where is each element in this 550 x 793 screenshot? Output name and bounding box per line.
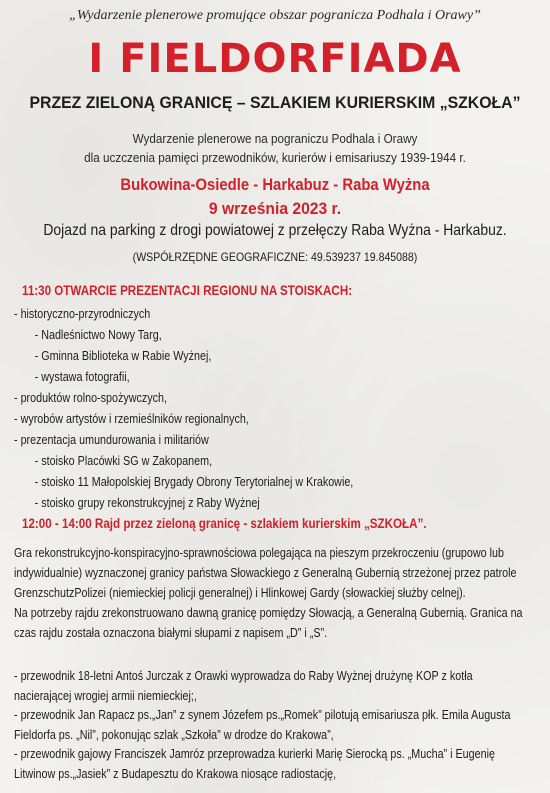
description-line-1: Wydarzenie plenerowe na pograniczu Podhala i Orawy [132, 131, 418, 146]
section-1-heading: 11:30 OTWARCIE PREZENTACJI REGIONU NA STOISKACH: [22, 283, 353, 298]
list-item: - historyczno-przyrodniczych [14, 307, 151, 321]
paragraph-line: Na potrzeby rajdu zrekonstruowano dawną granicę pomiędzy Słowacją, a Generalną Gubernią. Granica na [14, 606, 523, 620]
section-2-heading: 12:00 - 14:00 Rajd przez zieloną granicę - szlakiem kurierskim „SZKOŁA”. [22, 516, 427, 531]
paragraph-line: GrenzschutzPolizei (niemieckiej policji generalnej) i Hlinkowej Gardy (słowackiej służby celnej). [14, 586, 466, 600]
event-date: 9 września 2023 r. [208, 199, 342, 218]
list-item: - stoisko 11 Małopolskiej Brygady Obrony Terytorialnej w Krakowie, [34, 475, 354, 489]
list-item: - Nadleśnictwo Nowy Targ, [34, 328, 162, 342]
guide-line: Litwinow ps.„Jasiek” z Budapesztu do Krakowa niosące radiostację, [14, 766, 337, 781]
event-route: Bukowina-Osiedle - Harkabuz - Raba Wyżna [120, 176, 430, 194]
paragraph-line: Gra rekonstrukcyjno-konspiracyjno-sprawnościowa polegająca na pieszym przekroczeniu (grupowo lub [14, 546, 504, 560]
event-title: I FIELDORFIADA [88, 36, 462, 82]
guides-list [14, 667, 547, 784]
event-subtitle: PRZEZ ZIELONĄ GRANICĘ – SZLAKIEM KURIERSKIM „SZKOŁA” [29, 93, 521, 112]
list-item: - produktów rolno-spożywczych, [14, 391, 167, 405]
guide-line: Fieldorfa ps. „Nil”, pokonując szlak „Szkoła” w drodze do Krakowa”, [14, 727, 334, 742]
stands-list [14, 304, 534, 514]
guide-line: nacierającej wrogiej armii niemieckiej;, [14, 688, 197, 703]
access-info: Dojazd na parking z drogi powiatowej z przełęczy Raba Wyżna - Harkabuz. [43, 222, 507, 239]
paragraph-line: indywidualnie) wyznaczonej granicy państwa Słowackiego z Generalną Gubernią strzeżonej przez patrole [14, 566, 517, 580]
list-item: - wyrobów artystów i rzemieślników regionalnych, [14, 412, 249, 426]
list-item: - prezentacja umundurowania i militariów [14, 433, 209, 447]
rally-description [14, 543, 539, 643]
list-item: - stoisko grupy rekonstrukcyjnej z Raby Wyżnej [34, 496, 260, 510]
event-motto: „Wydarzenie plenerowe promujące obszar pogranicza Podhala i Orawy” [69, 8, 481, 23]
guide-line: - przewodnik 18-letni Antoś Jurczak z Orawki wyprowadza do Raby Wyżnej drużynę KOP z kotła [14, 669, 473, 683]
guide-line: - przewodnik gajowy Franciszek Jamróz przeprowadza kurierki Marię Sierocką ps. „Mucha” i Eugenię [14, 747, 495, 761]
list-item: - Gminna Biblioteka w Rabie Wyżnej, [34, 349, 212, 363]
description-line-2: dla uczczenia pamięci przewodników, kurierów i emisariuszy 1939-1944 r. [84, 150, 466, 165]
list-item: - stoisko Placówki SG w Zakopanem, [34, 454, 213, 468]
paragraph-line: czas rajdu została oznaczona białymi słupami z napisem „D” i „S”. [14, 626, 328, 640]
geo-coordinates: (WSPÓŁRZĘDNE GEOGRAFICZNE: 49.539237 19.845088) [132, 250, 418, 264]
guide-line: - przewodnik Jan Rapacz ps.„Jan” z synem Józefem ps.„Romek” pilotują emisariusza płk. Emila Augusta [14, 708, 511, 722]
list-item: - wystawa fotografii, [34, 370, 130, 384]
